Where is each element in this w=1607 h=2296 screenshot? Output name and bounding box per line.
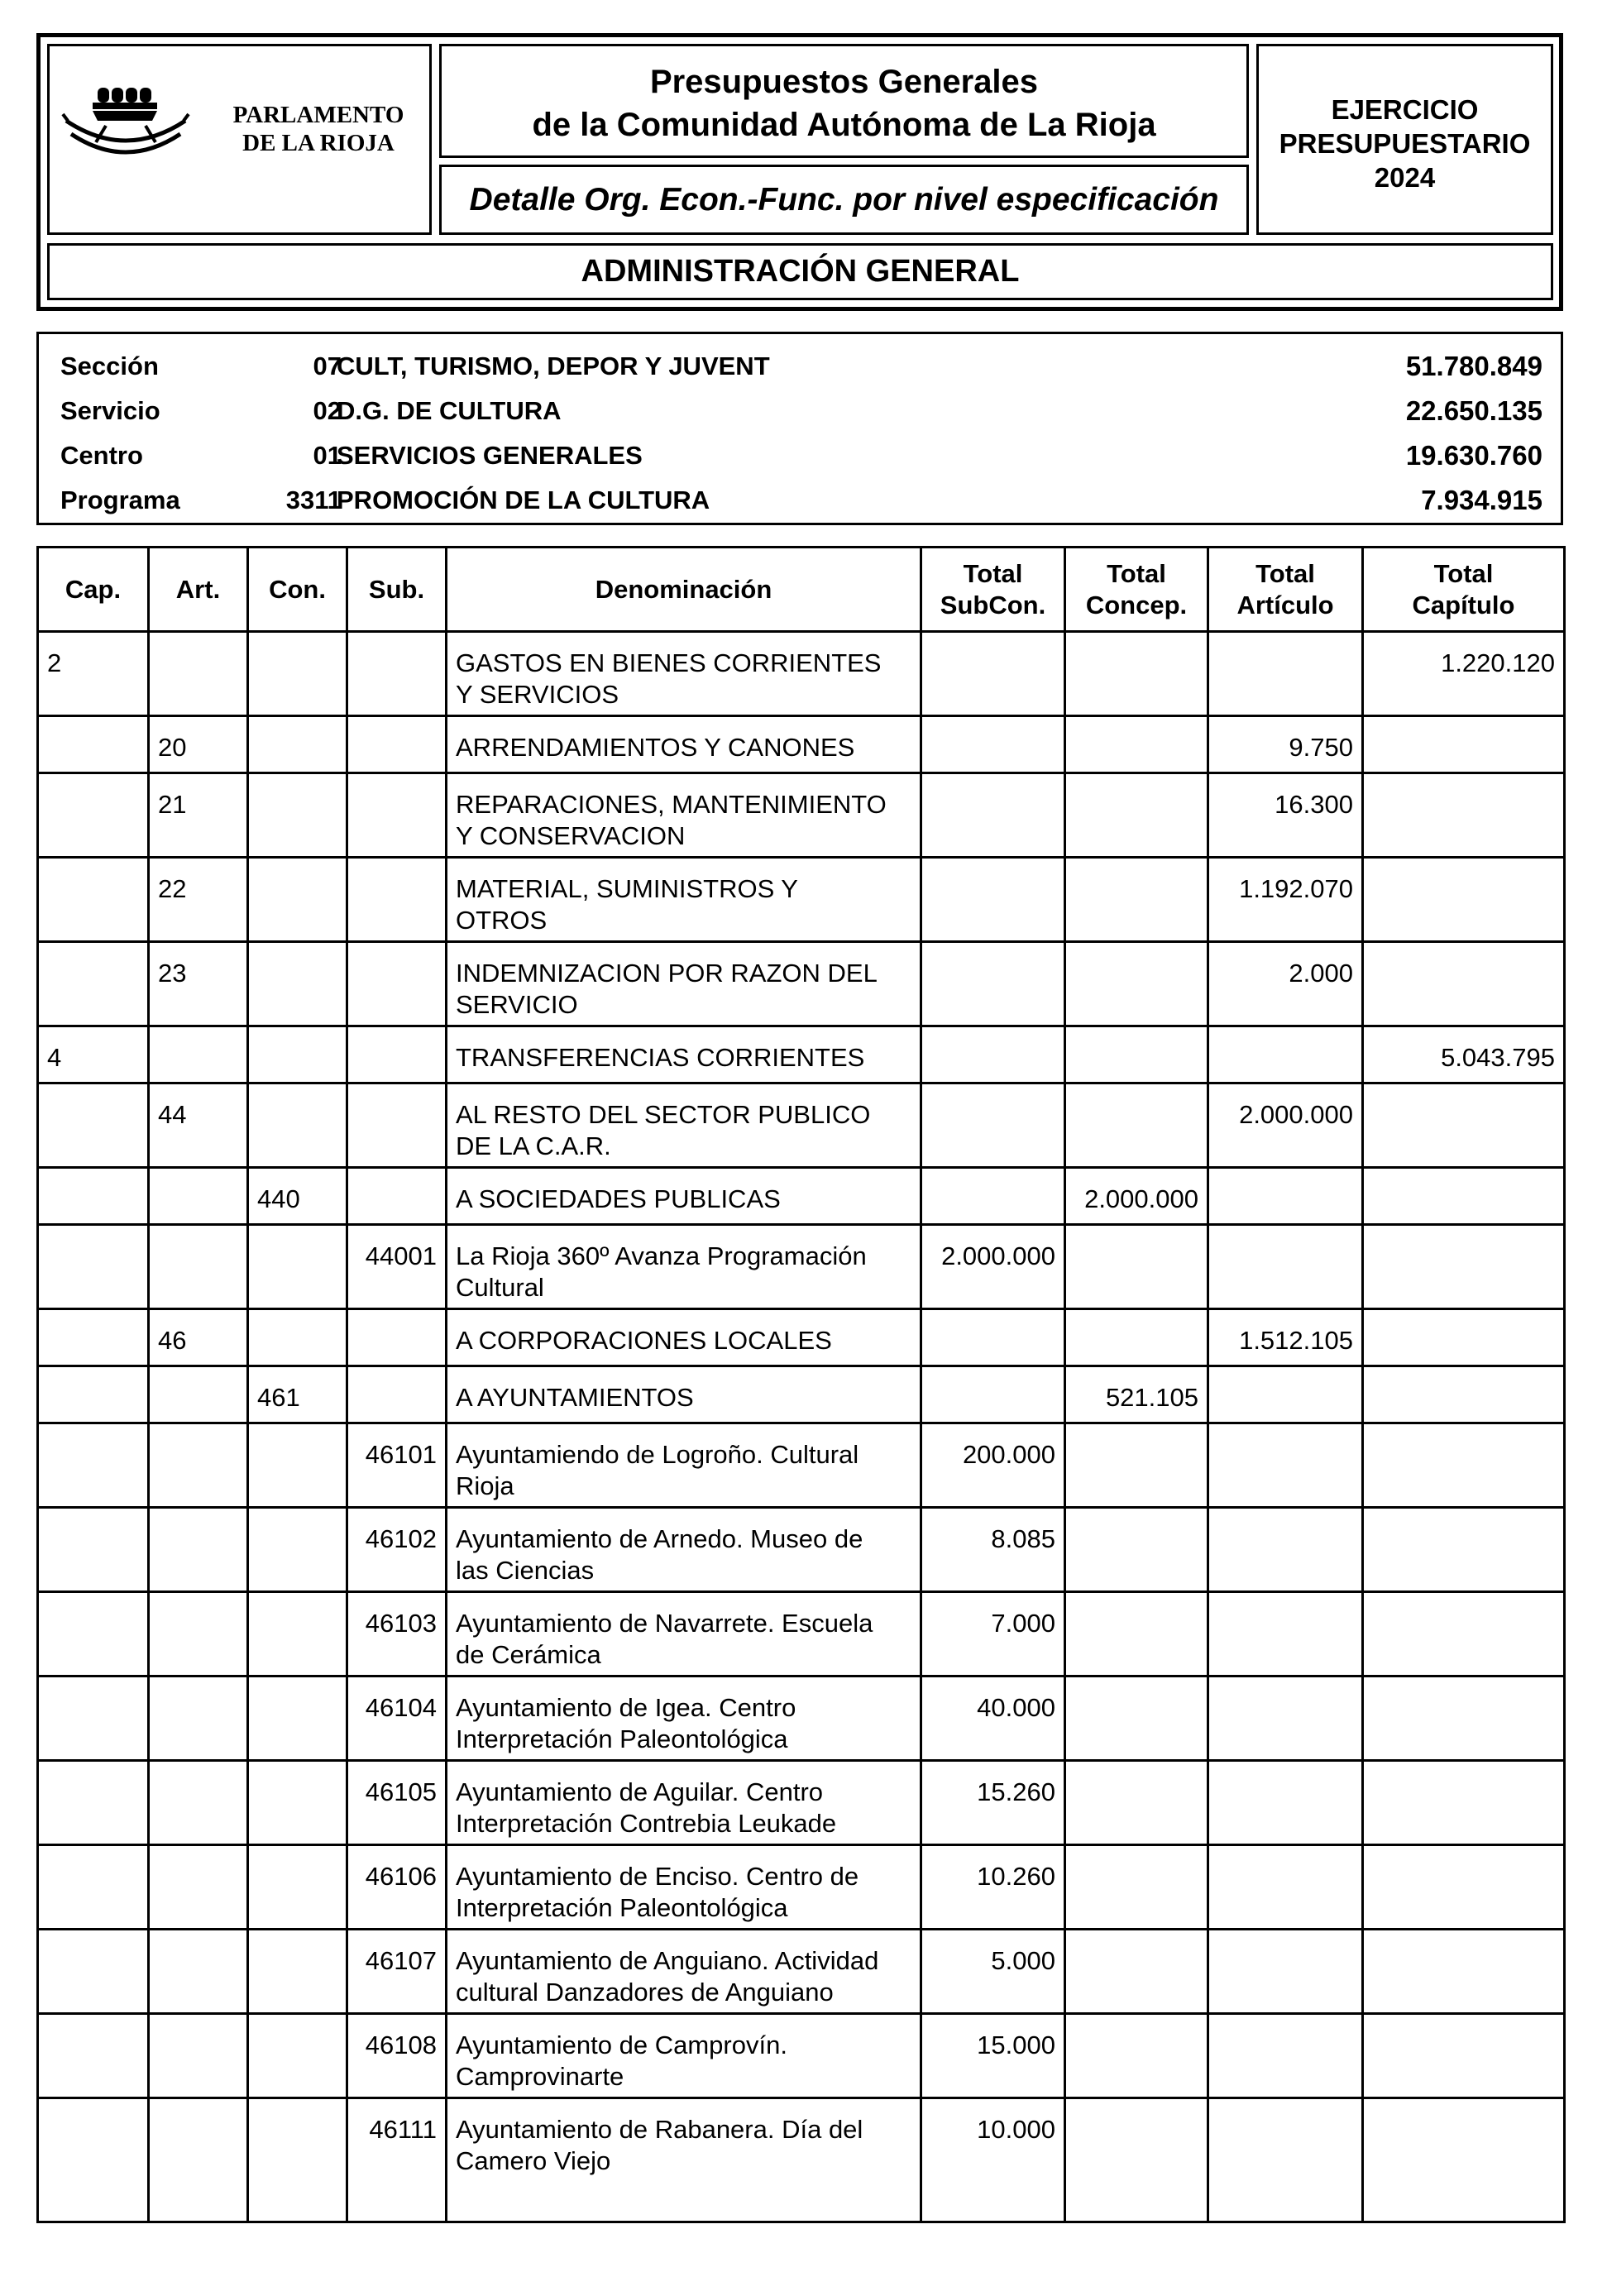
cell-capitulo: 5.043.795 <box>1363 1026 1565 1083</box>
denominacion-line: Camprovinarte <box>456 2062 624 2091</box>
cell-articulo <box>1208 1366 1363 1423</box>
cell-con <box>248 1423 347 1508</box>
denominacion-line: MATERIAL, SUMINISTROS Y <box>456 874 798 903</box>
cell-capitulo <box>1363 2014 1565 2098</box>
cell-art <box>149 632 248 716</box>
table-row <box>38 1083 1565 1168</box>
table-row <box>38 2098 1565 2222</box>
cell-articulo <box>1208 632 1363 716</box>
cell-subcon <box>921 1083 1065 1168</box>
cell-concep: 2.000.000 <box>1065 1168 1208 1225</box>
cell-cap <box>38 1225 149 1309</box>
cell-subcon: 200.000 <box>921 1423 1065 1508</box>
table-row <box>38 1677 1565 1761</box>
cell-subcon <box>921 858 1065 942</box>
cell-cap <box>38 942 149 1026</box>
ejercicio-year: 2024 <box>1374 162 1436 193</box>
denominacion-line: Ayuntamiento de Anguiano. Actividad <box>456 1946 879 1975</box>
cell-sub: 46105 <box>347 1761 447 1845</box>
denominacion-line: GASTOS EN BIENES CORRIENTES <box>456 648 882 677</box>
cell-sub: 46104 <box>347 1677 447 1761</box>
cell-cap <box>38 1168 149 1225</box>
cell-subcon <box>921 1309 1065 1366</box>
cell-den <box>447 942 921 1026</box>
cell-den <box>447 1083 921 1168</box>
denominacion-line: Ayuntamiento de Navarrete. Escuela <box>456 1609 873 1638</box>
cell-subcon: 5.000 <box>921 1930 1065 2014</box>
table-row <box>38 858 1565 942</box>
cell-subcon: 8.085 <box>921 1508 1065 1592</box>
cell-art <box>149 2098 248 2222</box>
table-row <box>38 773 1565 858</box>
ejercicio-line-1: EJERCICIO <box>1331 94 1479 125</box>
info-row-programa <box>39 478 1561 523</box>
cell-articulo <box>1208 1677 1363 1761</box>
denominacion-line: ARRENDAMIENTOS Y CANONES <box>456 733 855 762</box>
info-row-seccion <box>39 344 1561 389</box>
cell-articulo <box>1208 1845 1363 1930</box>
table-row <box>38 1592 1565 1677</box>
logo-box <box>47 44 432 235</box>
cell-concep <box>1065 1845 1208 1930</box>
table-row <box>38 1845 1565 1930</box>
table-row <box>38 1026 1565 1083</box>
cell-den <box>447 1761 921 1845</box>
cell-den <box>447 716 921 773</box>
cell-articulo <box>1208 1592 1363 1677</box>
cell-con: 461 <box>248 1366 347 1423</box>
denominacion-line: cultural Danzadores de Anguiano <box>456 1978 834 2007</box>
cell-concep <box>1065 1083 1208 1168</box>
cell-cap <box>38 1592 149 1677</box>
cell-sub <box>347 716 447 773</box>
denominacion-line: Interpretación Paleontológica <box>456 1893 788 1922</box>
table-row <box>38 1508 1565 1592</box>
denominacion-line: SERVICIO <box>456 990 578 1019</box>
cell-sub: 46106 <box>347 1845 447 1930</box>
denominacion-line: Ayuntamiento de Aguilar. Centro <box>456 1777 824 1806</box>
info-label: Servicio <box>60 396 160 425</box>
cell-con <box>248 2014 347 2098</box>
cell-sub <box>347 858 447 942</box>
col-header-denominacion: Denominación <box>447 548 921 632</box>
table-row <box>38 1366 1565 1423</box>
cell-art <box>149 1225 248 1309</box>
cell-art: 21 <box>149 773 248 858</box>
cell-den <box>447 1309 921 1366</box>
cell-art: 44 <box>149 1083 248 1168</box>
cell-articulo <box>1208 1423 1363 1508</box>
cell-capitulo <box>1363 1592 1565 1677</box>
cell-capitulo <box>1363 942 1565 1026</box>
cell-concep <box>1065 1677 1208 1761</box>
cell-cap: 2 <box>38 632 149 716</box>
col-header-cap: Cap. <box>38 548 149 632</box>
cell-cap <box>38 716 149 773</box>
cell-den <box>447 773 921 858</box>
cell-con <box>248 1309 347 1366</box>
cell-concep <box>1065 1423 1208 1508</box>
info-amount: 19.630.760 <box>1405 440 1542 471</box>
cell-articulo <box>1208 1508 1363 1592</box>
col-header-total-concep: Total Concep. <box>1065 548 1208 632</box>
cell-art <box>149 1508 248 1592</box>
cell-cap <box>38 1083 149 1168</box>
col-header-total-articulo: Total Artículo <box>1208 548 1363 632</box>
denominacion-line: TRANSFERENCIAS CORRIENTES <box>456 1043 865 1072</box>
info-label: Sección <box>60 352 159 380</box>
cell-subcon: 15.000 <box>921 2014 1065 2098</box>
cell-con <box>248 2098 347 2222</box>
cell-sub: 46107 <box>347 1930 447 2014</box>
denominacion-line: Cultural <box>456 1273 544 1302</box>
info-amount: 22.650.135 <box>1405 395 1542 426</box>
cell-con <box>248 942 347 1026</box>
info-name: PROMOCIÓN DE LA CULTURA <box>337 486 710 514</box>
document-title-line-1: Presupuestos Generales <box>649 64 1039 100</box>
ejercicio-box <box>1256 44 1553 235</box>
cell-den <box>447 1930 921 2014</box>
table-row <box>38 2014 1565 2098</box>
cell-capitulo <box>1363 1677 1565 1761</box>
cell-art <box>149 1761 248 1845</box>
cell-capitulo: 1.220.120 <box>1363 632 1565 716</box>
cell-art <box>149 2014 248 2098</box>
cell-capitulo <box>1363 1761 1565 1845</box>
cell-sub <box>347 942 447 1026</box>
info-row-servicio <box>39 389 1561 433</box>
denominacion-line: Ayuntamiendo de Logroño. Cultural <box>456 1440 859 1469</box>
cell-concep <box>1065 773 1208 858</box>
cell-articulo <box>1208 2098 1363 2222</box>
cell-con <box>248 1225 347 1309</box>
cell-art <box>149 1026 248 1083</box>
cell-art: 46 <box>149 1309 248 1366</box>
denominacion-line: Ayuntamiento de Arnedo. Museo de <box>456 1524 863 1553</box>
logo-text-line-1: PARLAMENTO <box>232 102 404 128</box>
cell-capitulo <box>1363 2098 1565 2222</box>
cell-cap <box>38 1677 149 1761</box>
info-row-centro <box>39 433 1561 478</box>
cell-art <box>149 1845 248 1930</box>
cell-den <box>447 1508 921 1592</box>
cell-concep <box>1065 1309 1208 1366</box>
cell-sub: 46103 <box>347 1592 447 1677</box>
cell-subcon <box>921 1168 1065 1225</box>
cell-den <box>447 1845 921 1930</box>
cell-den <box>447 1423 921 1508</box>
denominacion-line: OTROS <box>456 906 548 935</box>
admin-title: ADMINISTRACIÓN GENERAL <box>581 254 1020 289</box>
cell-cap <box>38 773 149 858</box>
document-title-line-2: de la Comunidad Autónoma de La Rioja <box>532 107 1156 143</box>
col-header-sub: Sub. <box>347 548 447 632</box>
denominacion-line: Y CONSERVACION <box>456 821 686 850</box>
table-row <box>38 1168 1565 1225</box>
cell-subcon <box>921 632 1065 716</box>
denominacion-line: Ayuntamiento de Camprovín. <box>456 2031 787 2059</box>
info-name: D.G. DE CULTURA <box>337 396 562 425</box>
cell-cap <box>38 2098 149 2222</box>
logo-text-line-2: DE LA RIOJA <box>242 130 395 156</box>
denominacion-line: Ayuntamiento de Enciso. Centro de <box>456 1862 859 1891</box>
ejercicio-line-2: PRESUPUESTARIO <box>1279 128 1531 159</box>
table-row <box>38 1309 1565 1366</box>
cell-subcon <box>921 942 1065 1026</box>
cell-capitulo <box>1363 858 1565 942</box>
table-body <box>38 632 1565 2222</box>
cell-concep <box>1065 632 1208 716</box>
cell-concep <box>1065 1592 1208 1677</box>
table-header-row <box>38 548 1565 632</box>
info-label: Programa <box>60 486 180 514</box>
table-row <box>38 1423 1565 1508</box>
cell-art: 23 <box>149 942 248 1026</box>
cell-con <box>248 1508 347 1592</box>
cell-den <box>447 1592 921 1677</box>
cell-capitulo <box>1363 1930 1565 2014</box>
cell-capitulo <box>1363 1508 1565 1592</box>
cell-art <box>149 1423 248 1508</box>
cell-con <box>248 1930 347 2014</box>
info-label: Centro <box>60 441 143 470</box>
cell-concep <box>1065 716 1208 773</box>
cell-sub: 46101 <box>347 1423 447 1508</box>
cell-sub <box>347 1168 447 1225</box>
denominacion-line: Interpretación Paleontológica <box>456 1724 788 1753</box>
denominacion-line: de Cerámica <box>456 1640 601 1669</box>
table-row <box>38 1761 1565 1845</box>
denominacion-line: Ayuntamiento de Rabanera. Día del <box>456 2115 863 2144</box>
cell-cap <box>38 858 149 942</box>
parlamento-logo-icon <box>60 84 192 175</box>
cell-subcon <box>921 773 1065 858</box>
cell-articulo <box>1208 1225 1363 1309</box>
col-header-art: Art. <box>149 548 248 632</box>
cell-capitulo <box>1363 1083 1565 1168</box>
cell-subcon: 40.000 <box>921 1677 1065 1761</box>
col-header-total-subcon: Total SubCon. <box>921 548 1065 632</box>
denominacion-line: AL RESTO DEL SECTOR PUBLICO <box>456 1100 871 1129</box>
cell-sub <box>347 773 447 858</box>
document-title-box <box>439 44 1249 158</box>
denominacion-line: REPARACIONES, MANTENIMIENTO <box>456 790 887 819</box>
cell-capitulo <box>1363 1845 1565 1930</box>
cell-articulo <box>1208 2014 1363 2098</box>
denominacion-line: Interpretación Contrebia Leukade <box>456 1809 837 1838</box>
info-amount: 51.780.849 <box>1405 351 1542 381</box>
cell-con <box>248 773 347 858</box>
cell-capitulo <box>1363 773 1565 858</box>
cell-con <box>248 1761 347 1845</box>
cell-cap <box>38 1845 149 1930</box>
cell-con <box>248 716 347 773</box>
cell-subcon: 10.000 <box>921 2098 1065 2222</box>
cell-cap <box>38 1309 149 1366</box>
cell-art <box>149 1677 248 1761</box>
cell-cap <box>38 1423 149 1508</box>
col-header-con: Con. <box>248 548 347 632</box>
cell-capitulo <box>1363 1366 1565 1423</box>
info-name: CULT, TURISMO, DEPOR Y JUVENT <box>337 352 770 380</box>
cell-concep <box>1065 942 1208 1026</box>
cell-articulo <box>1208 1026 1363 1083</box>
cell-den <box>447 1026 921 1083</box>
denominacion-line: Camero Viejo <box>456 2146 611 2175</box>
info-code: 07 <box>313 352 342 380</box>
cell-den <box>447 858 921 942</box>
cell-capitulo <box>1363 1225 1565 1309</box>
denominacion-line: las Ciencias <box>456 1556 595 1585</box>
cell-sub: 46111 <box>347 2098 447 2222</box>
cell-den <box>447 2098 921 2222</box>
table-row <box>38 942 1565 1026</box>
cell-concep <box>1065 2098 1208 2222</box>
cell-den <box>447 632 921 716</box>
cell-con <box>248 632 347 716</box>
cell-art <box>149 1366 248 1423</box>
info-amount: 7.934.915 <box>1421 485 1542 515</box>
cell-cap <box>38 1508 149 1592</box>
cell-den <box>447 1225 921 1309</box>
cell-capitulo <box>1363 1423 1565 1508</box>
cell-art: 20 <box>149 716 248 773</box>
info-name: SERVICIOS GENERALES <box>337 441 643 470</box>
document-subtitle: Detalle Org. Econ.-Func. por nivel especificación <box>469 182 1219 218</box>
cell-articulo <box>1208 1168 1363 1225</box>
cell-con: 440 <box>248 1168 347 1225</box>
cell-con <box>248 1592 347 1677</box>
cell-capitulo <box>1363 1309 1565 1366</box>
cell-sub: 44001 <box>347 1225 447 1309</box>
cell-articulo: 2.000.000 <box>1208 1083 1363 1168</box>
cell-capitulo <box>1363 716 1565 773</box>
cell-cap <box>38 1930 149 2014</box>
table-row <box>38 1930 1565 2014</box>
cell-con <box>248 1083 347 1168</box>
cell-cap: 4 <box>38 1026 149 1083</box>
cell-sub <box>347 1083 447 1168</box>
cell-concep <box>1065 858 1208 942</box>
cell-subcon: 7.000 <box>921 1592 1065 1677</box>
cell-articulo <box>1208 1930 1363 2014</box>
cell-den <box>447 1366 921 1423</box>
cell-concep: 521.105 <box>1065 1366 1208 1423</box>
cell-concep <box>1065 1930 1208 2014</box>
cell-art <box>149 1168 248 1225</box>
table-row <box>38 1225 1565 1309</box>
cell-sub <box>347 1026 447 1083</box>
info-code: 01 <box>313 441 342 470</box>
cell-con <box>248 1026 347 1083</box>
cell-con <box>248 858 347 942</box>
cell-concep <box>1065 2014 1208 2098</box>
cell-subcon: 15.260 <box>921 1761 1065 1845</box>
cell-art <box>149 1930 248 2014</box>
cell-capitulo <box>1363 1168 1565 1225</box>
info-code: 02 <box>313 396 342 425</box>
cell-subcon: 10.260 <box>921 1845 1065 1930</box>
cell-concep <box>1065 1508 1208 1592</box>
cell-den <box>447 1677 921 1761</box>
cell-concep <box>1065 1761 1208 1845</box>
cell-concep <box>1065 1225 1208 1309</box>
table-row <box>38 716 1565 773</box>
cell-articulo: 16.300 <box>1208 773 1363 858</box>
budget-table <box>36 546 1566 2223</box>
cell-articulo: 9.750 <box>1208 716 1363 773</box>
admin-box <box>47 243 1553 300</box>
cell-con <box>248 1845 347 1930</box>
cell-sub <box>347 1309 447 1366</box>
denominacion-line: Rioja <box>456 1471 514 1500</box>
cell-articulo <box>1208 1761 1363 1845</box>
cell-articulo: 1.512.105 <box>1208 1309 1363 1366</box>
cell-articulo: 2.000 <box>1208 942 1363 1026</box>
cell-den <box>447 1168 921 1225</box>
denominacion-line: INDEMNIZACION POR RAZON DEL <box>456 959 878 988</box>
cell-articulo: 1.192.070 <box>1208 858 1363 942</box>
cell-den <box>447 2014 921 2098</box>
cell-cap <box>38 2014 149 2098</box>
table-row <box>38 632 1565 716</box>
cell-art <box>149 1592 248 1677</box>
info-code: 3311 <box>285 486 342 514</box>
denominacion-line: La Rioja 360º Avanza Programación <box>456 1241 867 1270</box>
cell-sub: 46102 <box>347 1508 447 1592</box>
cell-subcon <box>921 1366 1065 1423</box>
cell-sub <box>347 1366 447 1423</box>
cell-subcon: 2.000.000 <box>921 1225 1065 1309</box>
denominacion-line: DE LA C.A.R. <box>456 1131 611 1160</box>
denominacion-line: A AYUNTAMIENTOS <box>456 1383 694 1412</box>
denominacion-line: A CORPORACIONES LOCALES <box>456 1326 832 1355</box>
cell-sub <box>347 632 447 716</box>
denominacion-line: A SOCIEDADES PUBLICAS <box>456 1184 781 1213</box>
cell-art: 22 <box>149 858 248 942</box>
document-subtitle-box <box>439 165 1249 235</box>
denominacion-line: Y SERVICIOS <box>456 680 619 709</box>
cell-cap <box>38 1366 149 1423</box>
cell-sub: 46108 <box>347 2014 447 2098</box>
col-header-total-capitulo: Total Capítulo <box>1363 548 1565 632</box>
cell-con <box>248 1677 347 1761</box>
cell-cap <box>38 1761 149 1845</box>
cell-concep <box>1065 1026 1208 1083</box>
denominacion-line: Ayuntamiento de Igea. Centro <box>456 1693 796 1722</box>
cell-subcon <box>921 1026 1065 1083</box>
info-box <box>36 332 1563 525</box>
cell-subcon <box>921 716 1065 773</box>
